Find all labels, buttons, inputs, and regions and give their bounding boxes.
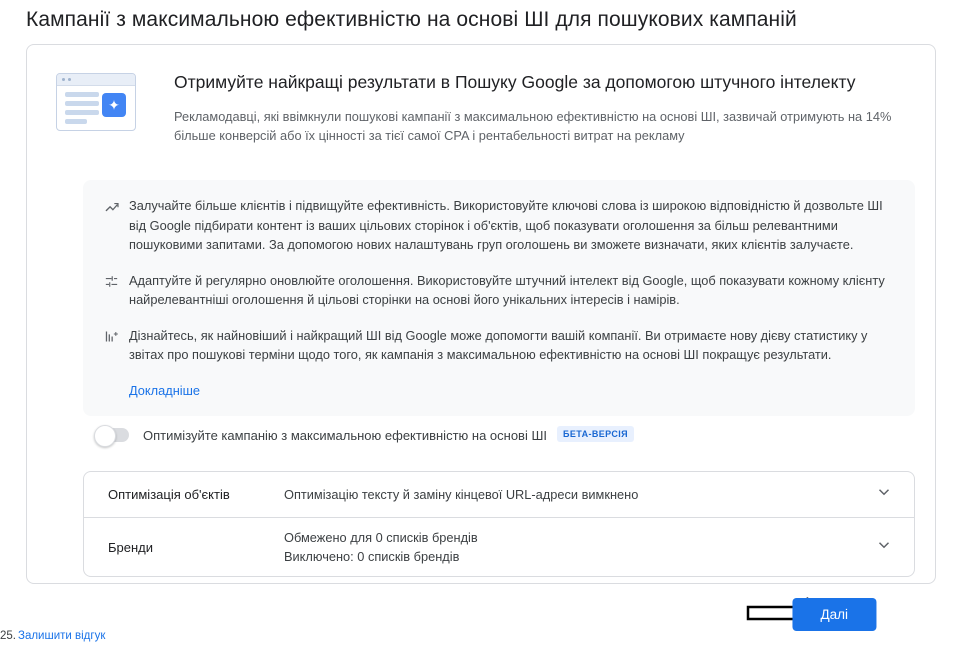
ai-max-toggle[interactable] [95,428,129,442]
info-item [103,271,895,310]
settings-accordion [83,471,915,577]
info-item [103,196,895,255]
illustration-line [65,101,99,106]
tune-icon [103,273,129,290]
accordion-value [284,528,872,566]
feedback-prefix: 25. [0,630,16,642]
ai-max-toggle-label: Оптимізуйте кампанію з максимальною ефективністю на основі ШІ [143,427,547,443]
illustration-line [65,119,87,124]
info-item-text: Адаптуйте й регулярно оновлюйте оголошення. Використовуйте штучний інтелект від Google, щоб показувати кожному клієнту найрелевантніші оголошення й цільові сторінки на основі його унікальних інтересів і намірів. [129,272,885,307]
hero-section [56,69,916,145]
info-item-text: Залучайте більше клієнтів і підвищуйте ефективність. Використовуйте ключові слова із широкою відповідністю й дозвольте ШІ від Google підбирати контент із ваших цільових сторінок і об'єктів, щоб показувати оголошення за більш релевантними пошуковими запитами. За допомогою нових налаштувань груп оголошень ви зможете визначати, яких клієнтів залучаєте. [129,198,883,252]
next-button[interactable]: Далі [792,598,876,631]
illustration-dot [68,78,71,81]
learn-more-link[interactable]: Докладніше [129,382,201,398]
ai-max-toggle-row [95,427,634,443]
setup-card [26,44,936,584]
illustration-dot [62,78,65,81]
accordion-row-brands[interactable] [84,517,914,576]
hero-illustration-icon [56,73,136,131]
toggle-knob [94,425,116,447]
info-item [103,326,895,365]
chevron-down-icon[interactable] [872,536,896,559]
hero-heading: Отримуйте найкращі результати в Пошуку Google за допомогою штучного інтелекту [174,72,856,92]
accordion-value [284,485,872,504]
accordion-label: Бренди [108,539,154,555]
page-title: Кампанії з максимальною ефективністю на основі ШІ для пошукових кампаній [26,8,797,31]
insights-icon [103,328,129,345]
accordion-value-line2: Виключено: 0 списків брендів [284,549,460,564]
accordion-label: Оптимізація об'єктів [108,487,230,502]
accordion-value-line1: Оптимізацію тексту й заміну кінцевої URL-адреси вимкнено [284,487,639,502]
sparkle-icon: ✦ [102,93,126,117]
info-item-text: Дізнайтесь, як найновіший і найкращий ШІ від Google може допомогти вашій компанії. Ви отримаєте нову дієву статистику у звітах про пошукові терміни щодо того, як кампанія з максимальною ефективністю на основі ШІ покращує результати. [129,327,868,362]
info-panel [83,180,915,416]
illustration-line [65,110,99,115]
illustration-line [65,92,99,97]
accordion-row-asset-optimization[interactable] [84,472,914,517]
feedback-link[interactable]: Залишити відгук [18,630,106,642]
hero-subtitle: Рекламодавці, які ввімкнули пошукові кампанії з максимальною ефективністю на основі ШІ, зазвичай отримують на 14% більше конверсій або їх цінності за тієї самої CPA і рентабельності витрат на рекламу [174,109,892,143]
accordion-value-line1: Обмежено для 0 списків брендів [284,530,478,545]
beta-badge: БЕТА-ВЕРСІЯ [557,426,634,442]
chevron-down-icon[interactable] [872,483,896,506]
trending-up-icon [103,198,129,215]
